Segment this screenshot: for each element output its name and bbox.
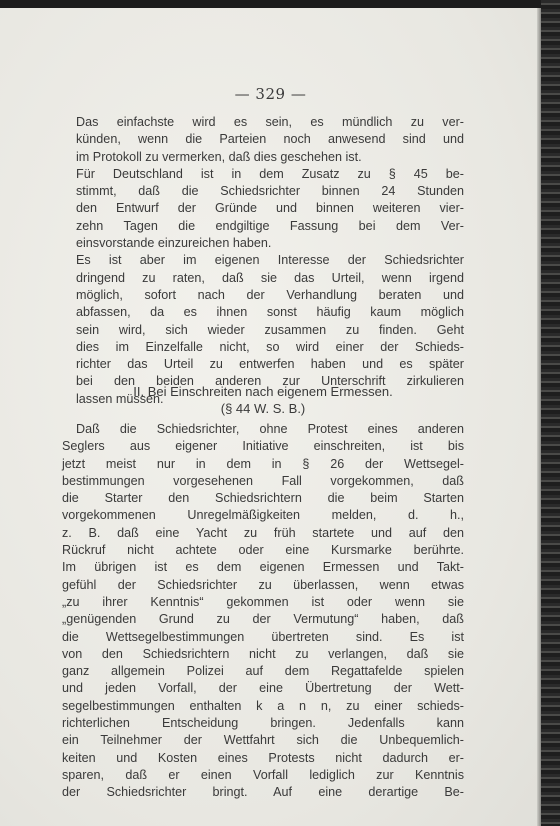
text-line: richter das Urteil zu entwerfen haben und es später bbox=[76, 357, 464, 372]
text-line: jetzt meist nur in dem in § 26 der Wettsegel- bbox=[62, 456, 464, 471]
text-line: Für Deutschland ist in dem Zusatz zu § 45 be- bbox=[76, 166, 464, 181]
text-line: ganz allgemein Polizei auf dem Regattafelde spielen bbox=[62, 664, 464, 679]
text-line: vorgekommenen Unregelmäßigkeiten melden, d. h., bbox=[62, 508, 464, 523]
page-number: — 329 — bbox=[234, 85, 307, 103]
text-line: einsvorstande einzureichen haben. bbox=[76, 236, 272, 251]
text-line: sparen, daß er einen Vorfall lediglich zur Kenntnis bbox=[62, 767, 464, 782]
text-line: dies im Einzelfalle nicht, so wird einer der Schieds- bbox=[76, 339, 464, 354]
body-text bbox=[62, 114, 464, 408]
text-line: von den Schiedsrichtern nicht zu verlangen, daß sie bbox=[62, 646, 464, 661]
text-line: gefühl der Schiedsrichter zu überlassen, wenn etwas bbox=[62, 577, 464, 592]
text-line: möglich, sofort nach der Verhandlung beraten und bbox=[76, 287, 464, 302]
text-line: Daß die Schiedsrichter, ohne Protest eines anderen bbox=[76, 422, 464, 436]
paragraph-2 bbox=[62, 166, 464, 252]
text-line: stimmt, daß die Schiedsrichter binnen 24 Stunden bbox=[76, 184, 464, 199]
text-line: sein wird, sich wieder zusammen zu finden. Geht bbox=[76, 322, 464, 337]
text-line: zehn Tagen die endgiltige Fassung bei dem Ver- bbox=[76, 218, 464, 233]
section-heading: II. Bei Einschreiten nach eigenem Ermessen. bbox=[133, 384, 393, 399]
text-line: z. B. daß eine Yacht zu früh startete und auf den bbox=[62, 525, 464, 540]
text-line: segelbestimmungen enthalten k a n n, zu einer schieds- bbox=[62, 698, 464, 713]
book-binding bbox=[541, 0, 560, 826]
text-line: den Entwurf der Gründe und binnen weiteren vier- bbox=[76, 201, 464, 216]
text-line: abfassen, da es ihnen sonst häufig kaum möglich bbox=[76, 305, 464, 320]
text-line: im Protokoll zu vermerken, daß dies geschehen ist. bbox=[76, 149, 362, 164]
text-line: Im übrigen ist es dem eigenen Ermessen und Takt- bbox=[62, 560, 464, 575]
text-line: richterlichen Entscheidung bringen. Jedenfalls kann bbox=[62, 716, 464, 731]
text-line: keiten und Kosten eines Protests nicht dadurch er- bbox=[62, 750, 464, 765]
text-line: bei den beiden anderen zur Unterschrift zirkulieren bbox=[76, 374, 464, 389]
text-line: Es ist aber im eigenen Interesse der Schiedsrichter bbox=[76, 253, 464, 268]
text-line: ein Teilnehmer der Wettfahrt sich die Unbequemlich- bbox=[62, 733, 464, 748]
text-line: lassen müssen. bbox=[76, 391, 164, 406]
text-line: Seglers aus eigener Initiative einschreiten, ist bis bbox=[62, 439, 464, 454]
text-line: und jeden Vorfall, der eine Übertretung der Wett- bbox=[62, 681, 464, 696]
text-line: die Wettsegelbestimmungen übertreten sind. Es ist bbox=[62, 629, 464, 644]
text-line: Rückruf nicht achtete oder eine Kursmarke berührte. bbox=[62, 543, 464, 558]
text-line: Das einfachste wird es sein, es mündlich zu ver- bbox=[76, 115, 464, 129]
paragraph-4 bbox=[62, 421, 464, 802]
text-line: bestimmungen vorgesehenen Fall vorgekommen, daß bbox=[62, 473, 464, 488]
section-subheading: (§ 44 W. S. B.) bbox=[220, 401, 306, 416]
text-line: künden, wenn die Parteien noch anwesend sind und bbox=[76, 132, 464, 147]
paragraph-1 bbox=[62, 114, 464, 166]
text-line: der Schiedsrichter bringt. Auf eine derartige Be- bbox=[62, 785, 464, 800]
text-line: „genügenden Grund zu der Vermutung“ haben, daß bbox=[62, 612, 464, 627]
text-line: „zu ihrer Kenntnis“ gekommen ist oder wenn sie bbox=[62, 594, 464, 609]
text-line: die Starter den Schiedsrichtern die beim Starten bbox=[62, 491, 464, 506]
section-body bbox=[62, 421, 464, 802]
text-line: dringend zu raten, daß sie das Urteil, wenn irgend bbox=[76, 270, 464, 285]
